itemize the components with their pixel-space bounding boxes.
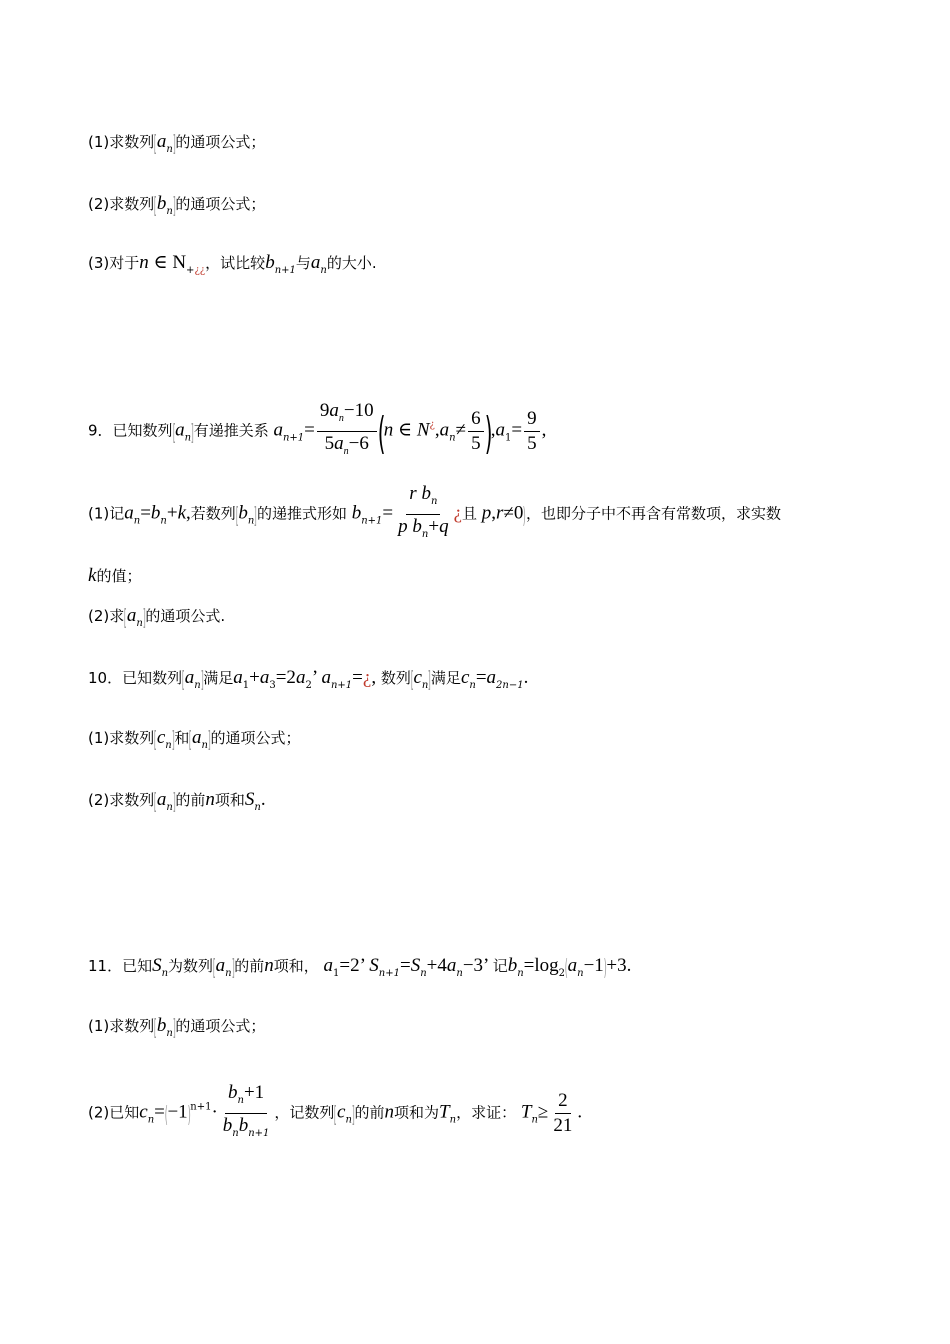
q9-part1-cont: k的值； — [88, 565, 142, 586]
q10-p2-label: (2)求数列 — [88, 791, 155, 809]
q10-p1-tail: 的通项公式； — [210, 729, 301, 747]
q10-number: 10．已知数列 — [88, 669, 183, 687]
q9-text: 有递推关系 — [193, 421, 269, 440]
q11-text4: 记 — [492, 957, 508, 975]
q10-text1: 满足 — [203, 669, 234, 687]
q8-p2-tail: 的通项公式； — [175, 195, 266, 213]
q9-p2-label: (2)求 — [88, 607, 125, 625]
q11-p2-mid2: 的前 — [354, 1103, 385, 1122]
q11-p2-label: (2)已知 — [88, 1103, 140, 1122]
q10-stem: 10．已知数列$[a_n]$满足$a_1+a_3=2a_2$’ $a_{n+1}=¿$, 数列$[c_n]$满足$c_n=a_{2n-1}$. — [88, 667, 529, 693]
q11-p1-label: (1)求数列 — [88, 1017, 155, 1035]
q11-part2: (2)已知$c_n=(-1)^{n+1}\cdot$ $\frac{b_n+1}{b_nb_{n+1}}$ ，记数列$[c_n]$的前n项和为$T_n$，求证： $T_n\ge$ $\frac{2}{21}$ . — [88, 1082, 582, 1146]
q8-part3: (3)对于n ∈ $N_{+¿¿}$，试比较$b_{n+1}$与$a_n$的大小. — [88, 252, 377, 276]
q10-p1-and: 和 — [174, 729, 190, 747]
q11-text3: 项和， — [273, 957, 319, 975]
q8-p1-label: (1)求数列 — [88, 133, 155, 151]
q10-p2-mid2: 项和 — [214, 791, 245, 809]
q9-fraction: $\frac{9a_n-10}{5a_n-6}$ — [317, 400, 377, 463]
q10-text3: 满足 — [430, 669, 461, 687]
q8-p1-tail: 的通项公式； — [175, 133, 266, 151]
q11-number: 11．已知 — [88, 957, 153, 975]
q9-p2-tail: 的通项公式. — [145, 607, 226, 625]
q9-number: 9．已知数列 — [88, 421, 173, 440]
q9-part1: (1)记$a_n=b_n+k$,若数列$[b_n]$的递推式形如 $b_{n+1}=$ $\frac{r b_n}{p b_n+q}$ ¿且 p,r≠0)，也即分子中不再含有常数项，求实数 — [88, 483, 781, 547]
q8-part2: (2)求数列$[b_n]$的通项公式； — [88, 193, 266, 219]
q8-p2-label: (2)求数列 — [88, 195, 155, 213]
q9-p1-fraction: $\frac{r b_n}{p b_n+q}$ — [398, 483, 449, 540]
q11-p2-mid3: 项和为 — [394, 1103, 440, 1122]
q11-p1-tail: 的通项公式； — [175, 1017, 266, 1035]
q8-p3-mid: ，试比较 — [205, 254, 266, 272]
q8-p3-and: 与 — [295, 254, 311, 272]
q9-stem: 9．已知数列$[a_n]$有递推关系 $a_{n+1}=$ $\frac{9a_n-10}{5a_n-6}$ (n ∈ $N^¿,a_n\ne$ $\frac{6}{5}$ )$,a_1=$ $\frac{9}{5}$ , — [88, 400, 546, 464]
q8-part1: (1)求数列$[a_n]$的通项公式； — [88, 131, 266, 157]
q8-p3-label: (3)对于 — [88, 254, 140, 272]
q11-text2: 的前 — [234, 957, 265, 975]
q8-p3-tail: 的大小. — [326, 254, 377, 272]
q11-part1: (1)求数列$[b_n]$的通项公式； — [88, 1015, 266, 1041]
q10-part1: (1)求数列$[c_n]$和$[a_n]$的通项公式； — [88, 727, 301, 753]
q10-p1-label: (1)求数列 — [88, 729, 155, 747]
q9-p1-mid2: 的递推式形如 — [256, 504, 347, 523]
q9-p1-tail: ，也即分子中不再含有常数项，求实数 — [525, 504, 781, 523]
q9-p1-mid: 若数列 — [190, 504, 236, 523]
q10-p2-mid: 的前 — [175, 791, 206, 809]
q11-stem: 11．已知$S_n$为数列$[a_n]$的前n项和， $a_1=2$’ $S_{n+1}=S_n+4a_n-3$’ 记$b_n=\log_2(a_n-1)+3$. — [88, 955, 632, 981]
q11-p2-mid4: ，求证： — [456, 1103, 517, 1122]
q9-p1-line2: 的值； — [96, 567, 142, 585]
q10-part2: (2)求数列$[a_n]$的前n项和$S_n$. — [88, 789, 266, 815]
q11-p2-bound: $\frac{2}{21}$ — [553, 1090, 573, 1136]
q9-p1-label: (1)记 — [88, 504, 125, 523]
q9-p1-and: 且 — [462, 504, 478, 523]
q10-text2: 数列 — [380, 669, 411, 687]
q11-text1: 为数列 — [168, 957, 214, 975]
q9-part2: (2)求$[a_n]$的通项公式. — [88, 605, 226, 631]
q11-p2-fraction: $\frac{b_n+1}{b_nb_{n+1}}$ — [222, 1082, 270, 1139]
q11-p2-mid: ，记数列 — [274, 1103, 335, 1122]
